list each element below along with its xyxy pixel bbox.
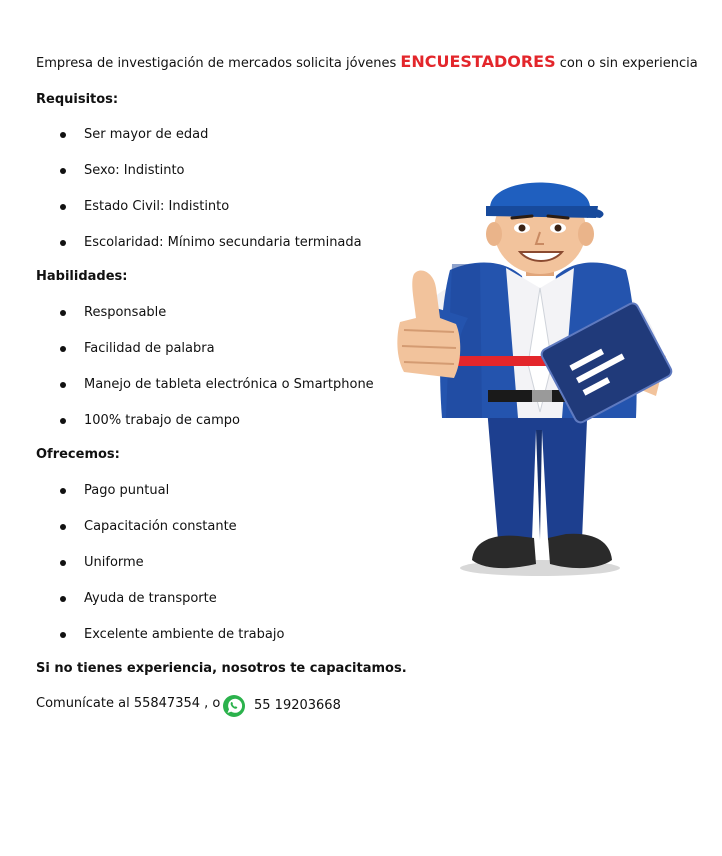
bullet-icon (60, 418, 66, 424)
requisitos-title: Requisitos: (36, 92, 119, 107)
bullet-icon (60, 632, 66, 638)
surveyor-illustration (390, 168, 682, 580)
bullet-icon (60, 204, 66, 210)
bullet-icon (60, 168, 66, 174)
bullet-icon (60, 382, 66, 388)
contact-prefix: Comunícate al 55847354 , o (36, 696, 221, 711)
closing-line: Si no tienes experiencia, nosotros te capacitamos. (36, 661, 407, 676)
right-shoe (548, 534, 612, 568)
bullet-icon (60, 596, 66, 602)
whatsapp-number: 55 19203668 (254, 698, 341, 713)
headline-prefix: Empresa de investigación de mercados solicita jóvenes (36, 56, 401, 71)
bullet-icon (60, 346, 66, 352)
cap (490, 183, 590, 209)
headline-highlight: ENCUESTADORES (400, 52, 556, 71)
ofrecemos-title: Ofrecemos: (36, 447, 120, 462)
whatsapp-icon (222, 694, 246, 718)
bullet-icon (60, 240, 66, 246)
bullet-icon (60, 560, 66, 566)
headline (36, 53, 698, 73)
bullet-icon (60, 488, 66, 494)
habilidades-title: Habilidades: (36, 269, 128, 284)
headline-suffix: con o sin experiencia (555, 56, 698, 71)
bullet-icon (60, 132, 66, 138)
bullet-icon (60, 310, 66, 316)
bullet-icon (60, 524, 66, 530)
left-shoe (472, 536, 536, 568)
